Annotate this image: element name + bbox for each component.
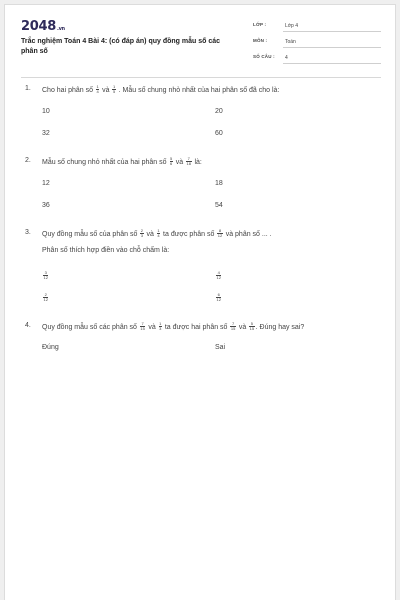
numerator: 5 — [170, 156, 173, 161]
text-part: và — [146, 230, 154, 238]
fraction — [157, 229, 160, 239]
question-text — [42, 322, 304, 332]
answer-option[interactable] — [42, 293, 49, 303]
text-part: Quy đồng mẫu số của phân số — [42, 230, 138, 238]
text-part: và — [102, 86, 110, 94]
answer-option-true[interactable]: Đúng — [42, 344, 59, 351]
answer-option[interactable]: 32 — [42, 130, 50, 137]
answer-option[interactable]: 36 — [42, 202, 50, 209]
question-text — [42, 85, 279, 95]
numerator: 3 — [44, 270, 47, 275]
denominator: 18 — [186, 161, 191, 167]
numerator: 6 — [217, 292, 220, 297]
meta-value-count: 4 — [283, 53, 381, 64]
text-part: là: — [194, 158, 202, 166]
fraction — [216, 271, 221, 281]
numerator: 1 — [112, 84, 116, 89]
denominator: 12 — [216, 275, 221, 281]
meta-label-class: LỚP : — [253, 22, 267, 27]
meta-value-subject: Toán — [283, 37, 381, 48]
denominator: 15 — [140, 326, 145, 332]
fraction — [96, 85, 99, 95]
denominator: 15 — [230, 326, 236, 332]
numerator: 2 — [140, 228, 144, 233]
denominator: 4 — [157, 233, 160, 239]
fraction — [230, 322, 235, 332]
text-part: Quy đồng mẫu số các phân số — [42, 323, 137, 331]
denominator: 12 — [43, 275, 48, 281]
worksheet-header — [21, 19, 387, 75]
meta-row-subject — [253, 37, 381, 53]
text-part: . Mẫu số chung nhỏ nhất của hai phân số đã cho là: — [118, 86, 280, 94]
fraction — [170, 157, 173, 167]
fraction — [140, 322, 145, 332]
numerator: 1 — [96, 84, 99, 89]
question-subtext: Phân số thích hợp điền vào chỗ chấm là: — [42, 247, 170, 254]
numerator: 5 — [250, 321, 254, 326]
denominator: 15 — [249, 326, 255, 332]
numerator: 2 — [44, 292, 47, 297]
fraction — [140, 229, 143, 239]
numerator: 4 — [217, 270, 220, 275]
denominator: 3 — [159, 326, 162, 332]
denominator: 6 — [170, 161, 173, 167]
answer-option[interactable]: 10 — [42, 108, 50, 115]
answer-option[interactable] — [42, 271, 49, 281]
fraction — [217, 229, 222, 239]
fraction — [249, 322, 254, 332]
numerator: 7 — [187, 156, 190, 161]
text-part: và phân số ... . — [225, 230, 272, 238]
denominator: 3 — [140, 233, 144, 239]
answer-option[interactable]: 60 — [215, 130, 223, 137]
meta-row-count — [253, 53, 381, 69]
question-number: 3. — [25, 229, 31, 236]
question-number: 1. — [25, 85, 31, 92]
answer-option[interactable]: 54 — [215, 202, 223, 209]
denominator: 4 — [96, 89, 99, 95]
numerator: 7 — [232, 321, 235, 326]
answer-option[interactable]: 20 — [215, 108, 223, 115]
denominator: 5 — [112, 89, 116, 95]
fraction — [186, 157, 191, 167]
text-part: và — [175, 158, 184, 166]
meta-value-class: Lớp 4 — [283, 21, 381, 32]
text-part: . Đúng hay sai? — [255, 323, 305, 331]
fraction — [43, 293, 48, 303]
denominator: 12 — [43, 297, 48, 303]
meta-row-class — [253, 21, 381, 37]
text-part: Cho hai phân số — [42, 86, 93, 94]
question-text — [42, 157, 202, 167]
answer-option[interactable] — [215, 293, 222, 303]
worksheet-page — [4, 4, 396, 600]
answer-option[interactable] — [215, 271, 222, 281]
answer-option[interactable]: 12 — [42, 180, 50, 187]
question-number: 4. — [25, 322, 31, 329]
question-number: 2. — [25, 157, 31, 164]
fraction — [43, 271, 48, 281]
logo-suffix: .vn — [56, 26, 65, 32]
worksheet-title: Trắc nghiệm Toán 4 Bài 4: (có đáp án) quy đồng mẫu số các phân số — [21, 38, 221, 55]
meta-label-subject: MÔN : — [253, 38, 268, 43]
text-part: ta được phân số — [163, 230, 215, 238]
answer-option-false[interactable]: Sai — [215, 344, 226, 351]
denominator: 12 — [216, 297, 221, 303]
numerator: 1 — [159, 321, 162, 326]
text-part: và — [148, 323, 156, 331]
fraction — [216, 293, 221, 303]
denominator: 12 — [217, 233, 223, 239]
header-divider — [21, 77, 381, 78]
fraction — [159, 322, 162, 332]
numerator: 1 — [157, 228, 160, 233]
site-logo[interactable] — [21, 19, 65, 34]
text-part: và — [238, 323, 247, 331]
logo-text: 2048 — [21, 19, 56, 34]
answer-option[interactable]: 18 — [215, 180, 223, 187]
numerator: 8 — [218, 228, 222, 233]
worksheet-meta — [253, 21, 381, 69]
text-part: Mẫu số chung nhỏ nhất của hai phân số — [42, 158, 167, 166]
question-text — [42, 229, 272, 239]
fraction — [112, 85, 115, 95]
meta-label-count: SỐ CÂU : — [253, 54, 275, 59]
text-part: ta được hai phân số — [164, 323, 228, 331]
numerator: 7 — [141, 321, 144, 326]
